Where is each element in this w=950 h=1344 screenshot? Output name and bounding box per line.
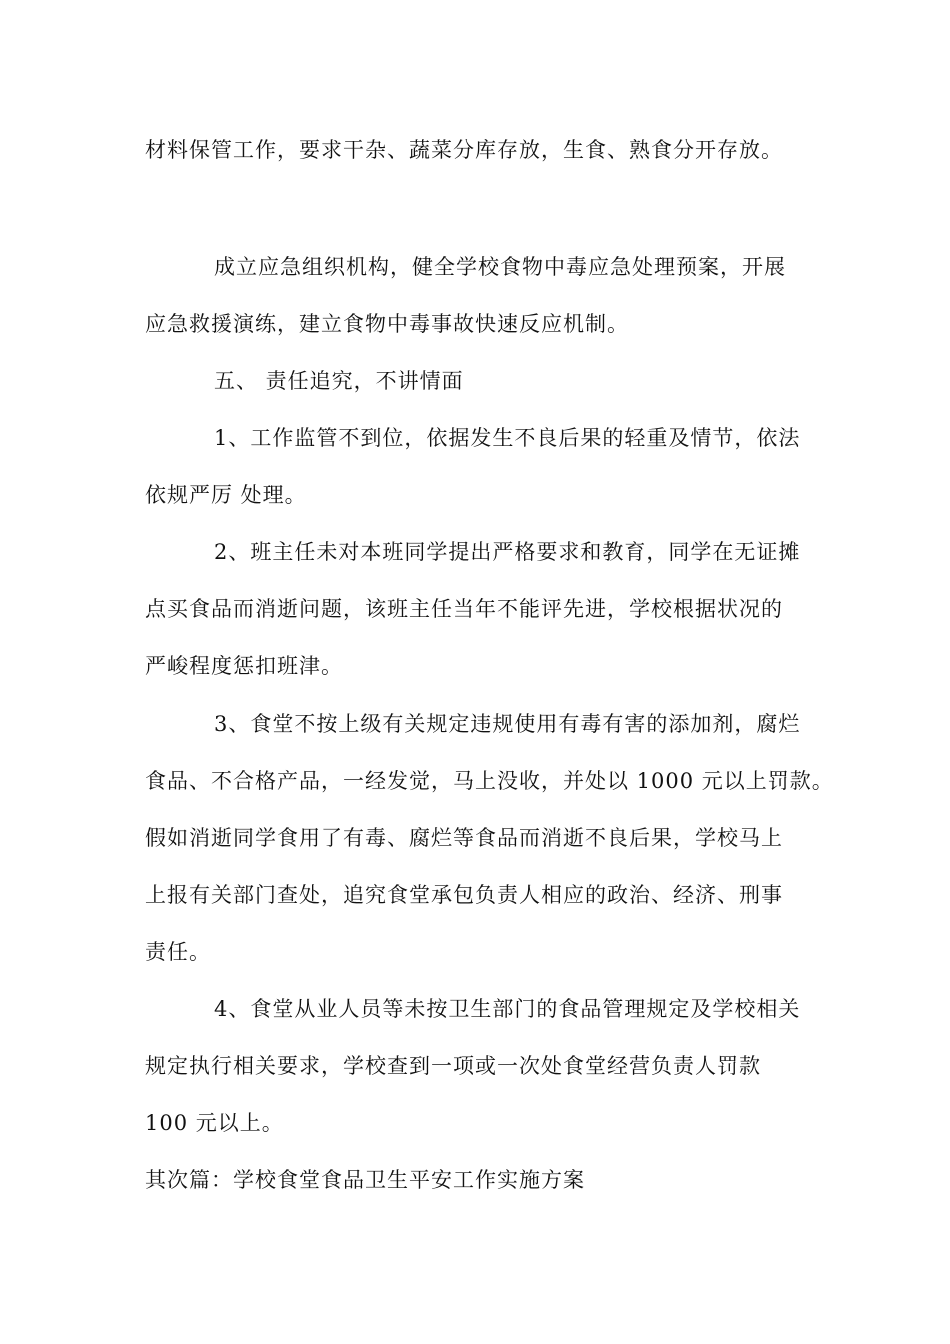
paragraph-line: 上报有关部门查处，追究食堂承包负责人相应的政治、经济、刑事 — [145, 883, 783, 907]
paragraph-line: 成立应急组织机构，健全学校食物中毒应急处理预案，开展 — [214, 255, 786, 279]
paragraph-line: 依规严厉 处理。 — [145, 483, 307, 507]
paragraph-line: 3、食堂不按上级有关规定违规使用有毒有害的添加剂，腐烂 — [214, 712, 801, 736]
paragraph-line: 食品、不合格产品，一经发觉，马上没收，并处以 1000 元以上罚款。 — [145, 769, 834, 793]
paragraph-line: 应急救援演练，建立食物中毒事故快速反应机制。 — [145, 312, 629, 336]
paragraph-line: 假如消逝同学食用了有毒、腐烂等食品而消逝不良后果，学校马上 — [145, 826, 783, 850]
paragraph-line: 严峻程度惩扣班津。 — [145, 654, 343, 678]
paragraph-line: 点买食品而消逝问题，该班主任当年不能评先进，学校根据状况的 — [145, 597, 783, 621]
paragraph-line: 4、食堂从业人员等未按卫生部门的食品管理规定及学校相关 — [214, 997, 801, 1021]
paragraph-line: 2、班主任未对本班同学提出严格要求和教育，同学在无证摊 — [214, 540, 801, 564]
paragraph-line: 100 元以上。 — [145, 1111, 284, 1135]
paragraph-line: 1、工作监管不到位，依据发生不良后果的轻重及情节，依法 — [214, 426, 801, 450]
section-heading: 五、 责任追究，不讲情面 — [214, 369, 464, 393]
chapter-title: 其次篇：学校食堂食品卫生平安工作实施方案 — [145, 1168, 585, 1192]
paragraph-line: 材料保管工作，要求干杂、蔬菜分库存放，生食、熟食分开存放。 — [145, 138, 783, 162]
paragraph-line: 责任。 — [145, 940, 211, 964]
paragraph-line: 规定执行相关要求，学校查到一项或一次处食堂经营负责人罚款 — [145, 1054, 761, 1078]
